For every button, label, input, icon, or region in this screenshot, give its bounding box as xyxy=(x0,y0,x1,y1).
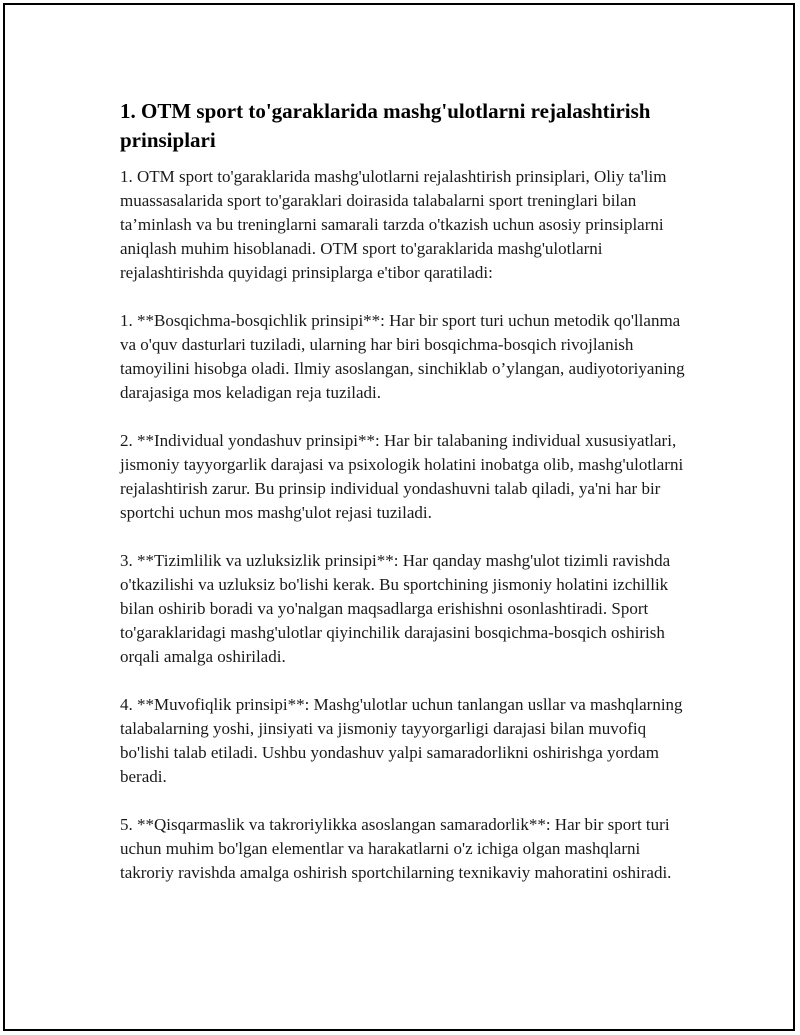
principle-5-paragraph: 5. **Qisqarmaslik va takroriylikka asoslangan samaradorlik**: Har bir sport turi uchun muhim bo'lgan elementlar va harakatlarni o'z ichiga olgan mashqlarni takroriy ravishda amalga oshirish sportchilarning texnikaviy mahoratini oshiradi. xyxy=(120,815,672,882)
principle-4-paragraph: 4. **Muvofiqlik prinsipi**: Mashg'ulotlar uchun tanlangan usllar va mashqlarning talabalarning yoshi, jinsiyati va jismoniy tayyorgarligi darajasi bilan muvofiq bo'lishi talab etiladi. Ushbu yondashuv yalpi samaradorlikni oshirishga yordam beradi. xyxy=(120,695,683,786)
document-body xyxy=(120,97,695,909)
principle-3-paragraph: 3. **Tizimlilik va uzluksizlik prinsipi**: Har qanday mashg'ulot tizimli ravishda o'tkazilishi va uzluksiz bo'lishi kerak. Bu sportchining jismoniy holatini izchillik bilan oshirib boradi va yo'nalgan maqsadlarga erishishni osonlashtiradi. Sport to'garaklaridagi mashg'ulotlar qiyinchilik darajasini bosqichma-bosqich oshirish orqali amalga oshiriladi. xyxy=(120,551,671,666)
intro-paragraph: 1. OTM sport to'garaklarida mashg'ulotlarni rejalashtirish prinsiplari, Oliy ta'lim muassasalarida sport to'garaklari doirasida talabalarni sport treninglari bilan ta’minlash va bu treninglarni samarali tarzda o'tkazish uchun asosiy prinsiplarni aniqlash muhim hisoblanadi. OTM sport to'garaklarida mashg'ulotlarni rejalashtirishda quyidagi prinsiplarga e'tibor qaratiladi: xyxy=(120,167,667,282)
document-title: 1. OTM sport to'garaklarida mashg'ulotlarni rejalashtirish prinsiplari xyxy=(120,99,651,152)
principle-2-paragraph: 2. **Individual yondashuv prinsipi**: Har bir talabaning individual xususiyatlari, jismoniy tayyorgarlik darajasi va psixologik holatini inobatga olib, mashg'ulotlarni rejalashtirish zarur. Bu prinsip individual yondashuvni talab qiladi, ya'ni har bir sportchi uchun mos mashg'ulot rejasi tuziladi. xyxy=(120,431,684,522)
page-frame xyxy=(3,3,795,1031)
principle-1-paragraph: 1. **Bosqichma-bosqichlik prinsipi**: Har bir sport turi uchun metodik qo'llanma va o'quv dasturlari tuziladi, ularning har biri bosqichma-bosqich rivojlanish tamoyilini hisobga oladi. Ilmiy asoslangan, sinchiklab o’ylangan, audiyotoriyaning darajasiga mos keladigan reja tuziladi. xyxy=(120,311,685,402)
